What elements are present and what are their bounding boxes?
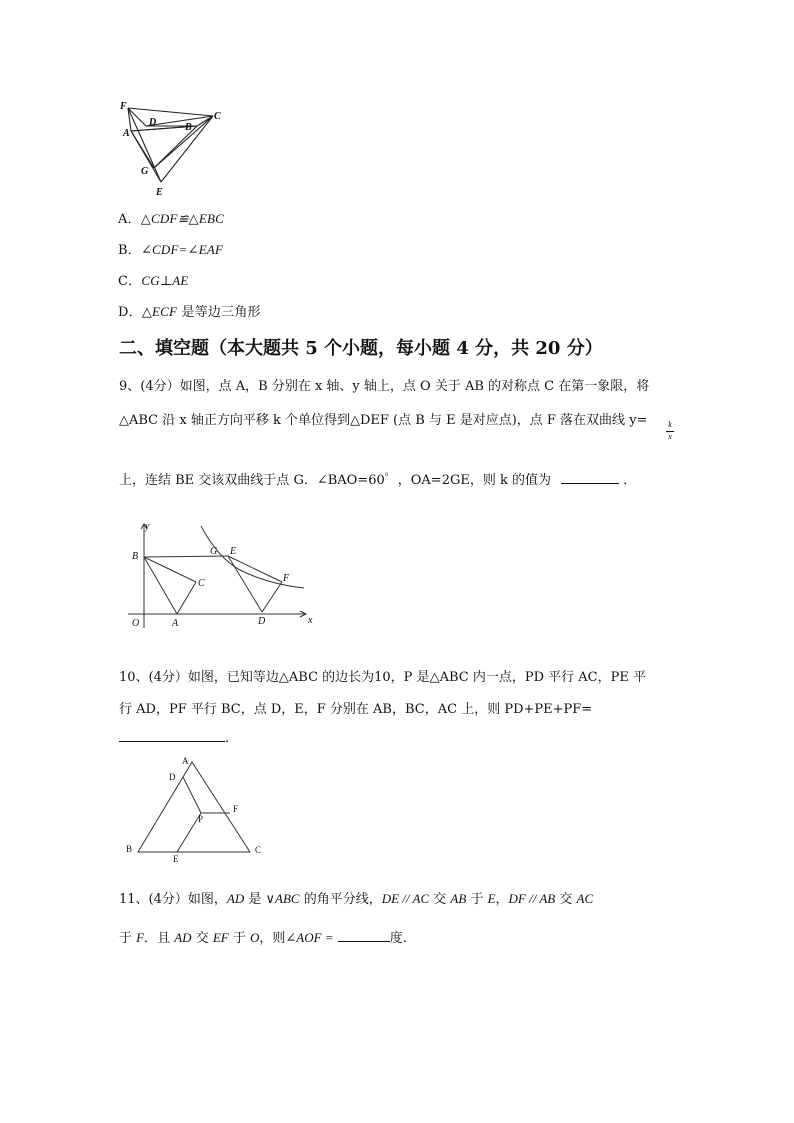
fig2-label-G: G <box>210 546 218 557</box>
q11-l2-t2: ．且 <box>144 931 175 946</box>
option-d-triangle: △ECF <box>141 304 178 319</box>
fig2-label-A: A <box>172 618 179 629</box>
fig2-label-O: O <box>132 618 140 629</box>
fig2-label-B: B <box>132 551 139 562</box>
option-c-text: CG⊥AE <box>141 273 189 288</box>
q9-line1: 9、(4分）如图，点 A，B 分别在 x 轴、y 轴上，点 O 关于 AB 的对称点 C 在第一象限，将 <box>119 379 650 394</box>
fig1-label-G: G <box>141 166 149 177</box>
q11-line2 <box>119 927 407 946</box>
q11-t5: ， <box>495 892 509 907</box>
q11-l2-end: 度. <box>389 931 407 946</box>
q9-fraction-numerator: k <box>668 420 672 429</box>
q10-line3 <box>119 729 229 746</box>
q9-line3 <box>119 469 636 488</box>
option-c <box>118 270 189 289</box>
fig1-label-B: B <box>185 122 192 133</box>
q11-t6: 交 <box>555 892 577 907</box>
q11-abc: ∨ABC <box>265 891 300 906</box>
q11-ad: AD <box>226 891 245 906</box>
q11-line1 <box>119 888 593 907</box>
option-b-text: ∠CDF=∠EAF <box>140 242 224 257</box>
q11-ef: EF <box>212 930 229 945</box>
fig1-label-E: E <box>156 187 163 198</box>
q11-l2-t4: 于 <box>228 931 250 946</box>
q11-prefix: 11、(4分）如图， <box>119 892 227 907</box>
q11-aof: ∠AOF = <box>285 930 334 945</box>
option-d-text: 是等边三角形 <box>177 305 261 320</box>
q11-answer-blank[interactable] <box>338 929 390 942</box>
option-d-label: D． <box>118 305 142 320</box>
q11-de-ac: DE // AC <box>381 891 430 906</box>
option-a-text: △CDF≌△EBC <box>140 211 225 226</box>
fig2-label-y: y <box>145 521 150 532</box>
fig3-label-E: E <box>173 854 179 864</box>
fig3-label-D: D <box>169 772 176 782</box>
q11-t2: 的角平分线， <box>299 892 382 907</box>
option-b <box>118 239 223 258</box>
fig1-label-C: C <box>214 111 221 122</box>
fig3-label-F: F <box>233 804 239 814</box>
q11-f: F <box>136 930 145 945</box>
q9-fraction-denominator: x <box>668 432 672 441</box>
fig3-label-C: C <box>255 845 262 855</box>
q10-answer-blank[interactable] <box>119 729 225 742</box>
option-d <box>118 301 261 320</box>
q11-o: O <box>250 930 260 945</box>
q9-answer-blank[interactable] <box>561 471 619 484</box>
section-title: 二、填空题（本大题共 5 个小题，每小题 4 分，共 20 分） <box>119 338 603 359</box>
fig2-label-E: E <box>230 546 237 557</box>
fig3-label-A: A <box>182 756 189 766</box>
q11-ac: AC <box>576 891 594 906</box>
q11-e: E <box>487 891 496 906</box>
q11-ab: AB <box>450 891 467 906</box>
option-b-label: B． <box>118 243 141 258</box>
q9-line3-text: 上，连结 BE 交该双曲线于点 G．∠BAO=60゜，OA=2GE，则 k 的值为 <box>119 473 551 488</box>
fig3-label-B: B <box>126 844 133 854</box>
option-a-label: A． <box>118 212 141 227</box>
q11-l2-t1: 于 <box>119 931 137 946</box>
fig2-label-D: D <box>258 616 266 627</box>
q11-ad2: AD <box>174 930 192 945</box>
q11-l2-t3: 交 <box>191 931 213 946</box>
q10-line2: 行 AD，PF 平行 BC，点 D，E，F 分别在 AB，BC，AC 上，则 PD+PE+PF= <box>119 702 593 717</box>
fig3-label-P: P <box>198 814 204 824</box>
fig1-label-A: A <box>123 128 130 139</box>
q10-line3-end: . <box>225 731 230 746</box>
q11-t1: 是 <box>244 892 266 907</box>
q11-t3: 交 <box>429 892 451 907</box>
fig2-label-x: x <box>308 615 313 626</box>
fig1-label-D: D <box>149 117 157 128</box>
fig1-label-F: F <box>120 101 127 112</box>
figure-hyperbola-translation <box>122 520 322 632</box>
q11-t4: 于 <box>466 892 488 907</box>
q9-line2: △ABC 沿 x 轴正方向平移 k 个单位得到△DEF (点 B 与 E 是对应点)，点 F 落在双曲线 y= <box>119 413 648 428</box>
option-a <box>118 208 224 227</box>
q11-l2-t5: ，则 <box>259 931 286 946</box>
q9-line3-end: ． <box>619 473 637 488</box>
fig2-label-C: C <box>198 578 205 589</box>
q10-line1: 10、(4分）如图，已知等边△ABC 的边长为10，P 是△ABC 内一点，PD 平行 AC，PE 平 <box>119 670 646 685</box>
q11-df-ab: DF // AB <box>508 891 556 906</box>
figure-triangle-fdcage <box>114 96 230 200</box>
fig2-label-F: F <box>283 573 290 584</box>
figure-equilateral-triangle <box>122 754 272 866</box>
option-c-label: C． <box>118 274 142 289</box>
